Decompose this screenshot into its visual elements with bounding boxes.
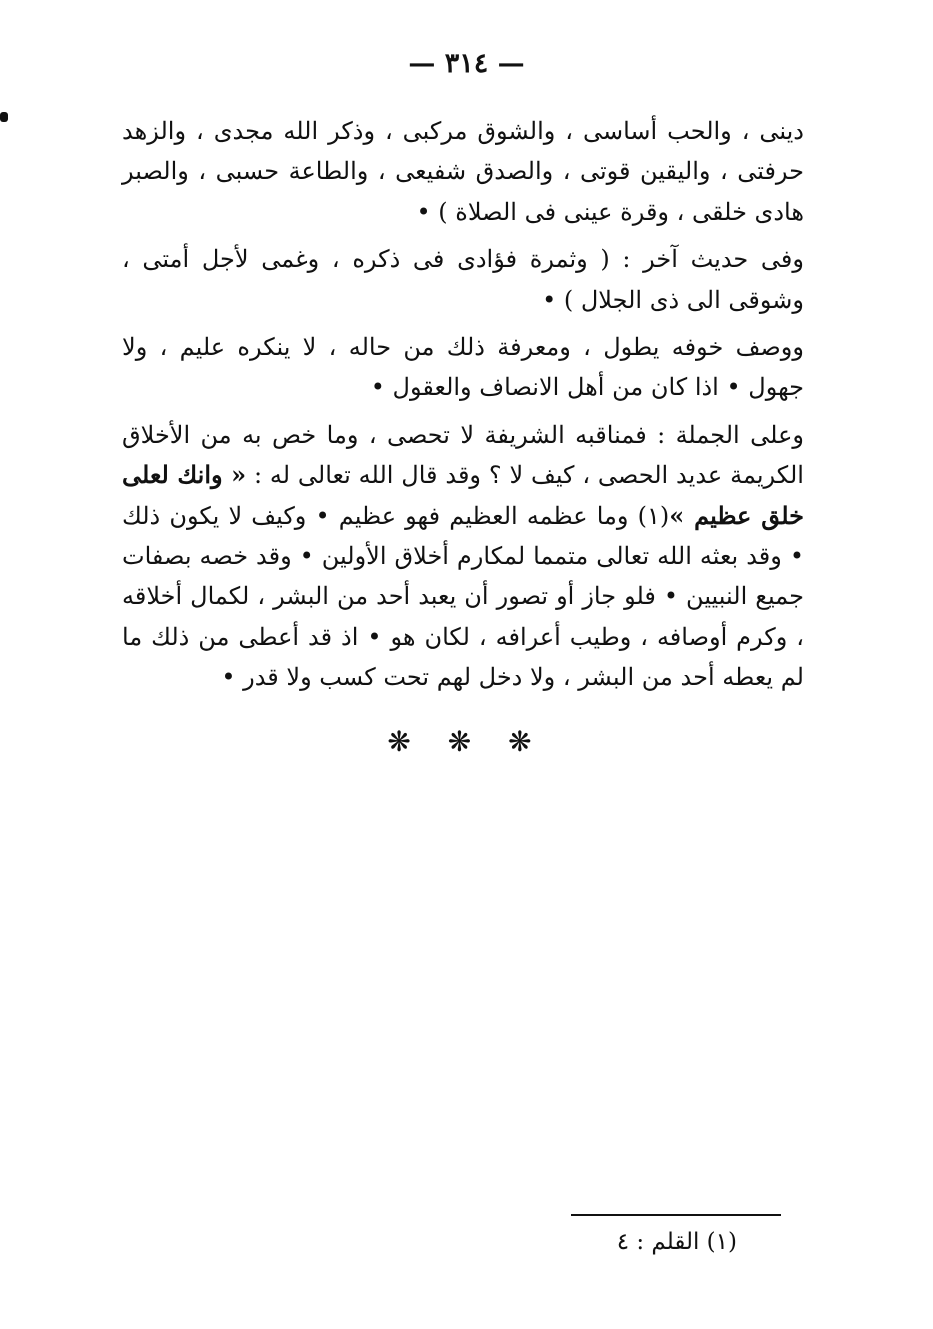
quran-quote: « وانك لعلى خلق عظيم » (122, 460, 804, 530)
paragraph-4-rest: وما عظمه العظيم فهو عظيم • وكيف لا يكون ذلك • وقد بعثه الله تعالى متمما لمكارم أخلاق الأولين • وقد خصه بصفات جميع النبيين • فلو جاز أو تصور أن يعبد أحد من البشر ، لكمال أخلاقه ، وكرم أوصافه ، وطيب أعرافه ، لكان هو • اذ قد أعطى من ذلك ما لم يعطه أحد من البشر ، ولا دخل لهم تحت كسب ولا قدر • (122, 501, 804, 692)
paragraph-2: وفى حديث آخر : ( وثمرة فؤادى فى ذكره ، وغمى لأجل أمتى ، وشوقى الى ذى الجلال ) • (122, 245, 804, 314)
paragraph-4-intro: وعلى الجملة : فمناقبه الشريفة لا تحصى ، وما خص به من الأخلاق الكريمة عديد الحصى ، كيف لا ؟ وقد قال الله تعالى له : (122, 420, 804, 490)
footnote-divider (571, 1214, 781, 1216)
section-separator: ❋ ❋ ❋ (387, 725, 546, 758)
footnote-marker: (١) (637, 501, 670, 530)
paragraph-3: ووصف خوفه يطول ، ومعرفة ذلك من حاله ، لا ينكره عليم ، ولا جهول • اذا كان من أهل الانصاف والعقول • (122, 333, 804, 402)
page-number: — ٣١٤ — (408, 48, 525, 79)
paragraph-1: دينى ، والحب أساسى ، والشوق مركبى ، وذكر الله مجدى ، والزهد حرفتى ، واليقين قوتى ، والصدق شفيعى ، والطاعة حسبى ، والصبر هادى خلقى ، وقرة عينى فى الصلاة ) • (122, 117, 804, 226)
main-text (122, 111, 804, 698)
footnote: (١) القلم : ٤ (616, 1229, 737, 1255)
paragraph-4 (122, 415, 804, 698)
scan-margin-mark (0, 112, 8, 122)
